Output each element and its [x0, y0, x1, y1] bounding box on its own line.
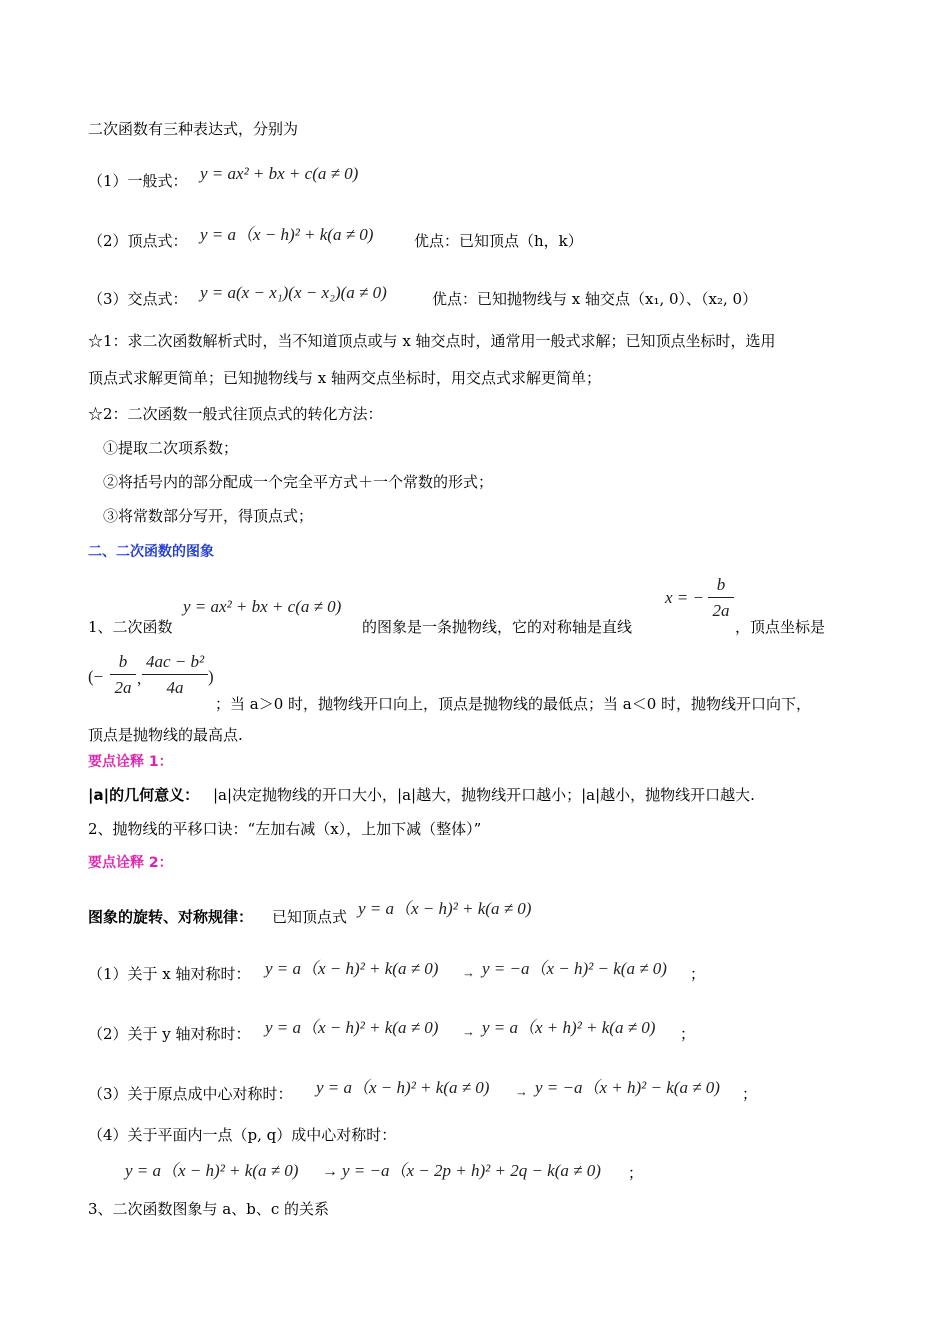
sym4-label: （4）关于平面内一点（p, q）成中心对称时： [88, 1126, 397, 1144]
vertex-fraction-2 [142, 653, 208, 696]
axis-denominator: 2a [712, 601, 730, 620]
rot-formula: y = a（x − h)² + k(a ≠ 0) [358, 899, 532, 918]
sym3-end: ； [742, 1085, 758, 1103]
vertex-close: ) [208, 667, 214, 686]
step-3: ③将常数部分写开，得顶点式； [103, 507, 314, 525]
rot-text: 已知顶点式 [272, 908, 348, 926]
vertex-comma: , [137, 669, 142, 688]
form-intercept-note: 优点：已知抛物线与 x 轴交点（x₁, 0）、（x₂, 0） [432, 290, 758, 308]
form-general-formula: y = ax² + bx + c(a ≠ 0) [200, 164, 359, 183]
form-intercept-label: （3）交点式： [88, 290, 188, 308]
sym3-label: （3）关于原点成中心对称时： [88, 1085, 293, 1103]
p1-end: ，顶点坐标是 [735, 618, 826, 636]
p2-text: 2、抛物线的平移口诀：“左加右减（x），上加下减（整体）” [88, 820, 482, 838]
p1-line2: ；当 a＞0 时，抛物线开口向上，顶点是抛物线的最低点；当 a＜0 时，抛物线开口向下， [215, 695, 812, 713]
sym1-end: ； [690, 965, 706, 983]
sym1-arrow: → [462, 965, 475, 980]
sym1-to: y = −a（x − h)² − k(a ≠ 0) [482, 959, 667, 978]
axis-numerator: b [716, 575, 726, 594]
form-vertex-label: （2）顶点式： [88, 232, 188, 250]
sym4-from: y = a（x − h)² + k(a ≠ 0) [125, 1161, 299, 1180]
vertex-fraction-1 [110, 653, 136, 696]
star1-line1: ☆1：求二次函数解析式时，当不知道顶点或与 x 轴交点时，通常用一般式求解；已知顶点坐标时，选用 [88, 332, 776, 350]
vertex-den1: 2a [114, 678, 132, 697]
sym4-to: y = −a（x − 2p + h)² + 2q − k(a ≠ 0) [342, 1161, 601, 1180]
sym1-label: （1）关于 x 轴对称时： [88, 965, 251, 983]
axis-fraction [708, 576, 734, 619]
geo-bold: |a|的几何意义： [88, 786, 200, 804]
form-general-label: （1）一般式： [88, 172, 188, 190]
axis-lhs: x = − [665, 588, 704, 607]
sym3-to: y = −a（x + h)² − k(a ≠ 0) [535, 1078, 720, 1097]
vertex-num2: 4ac − b² [145, 652, 205, 671]
star1-line2: 顶点式求解更简单；已知抛物线与 x 轴两交点坐标时，用交点式求解更简单； [88, 369, 601, 387]
sym1-from: y = a（x − h)² + k(a ≠ 0) [265, 959, 439, 978]
step-2: ②将括号内的部分配成一个完全平方式＋一个常数的形式； [103, 473, 494, 491]
sym2-to: y = a（x + h)² + k(a ≠ 0) [482, 1018, 656, 1037]
key1-title: 要点诠释 1： [88, 754, 173, 770]
vertex-open: (− [88, 667, 104, 686]
form-intercept-formula: y = a(x − x₁)(x − x₂)(a ≠ 0) [200, 283, 387, 302]
section2-title: 二、二次函数的图象 [88, 544, 214, 560]
step-1: ①提取二次项系数； [103, 439, 239, 457]
p1-mid: 的图象是一条抛物线，它的对称轴是直线 [362, 618, 633, 636]
p1-formula: y = ax² + bx + c(a ≠ 0) [183, 597, 342, 616]
key2-title: 要点诠释 2： [88, 855, 173, 871]
sym3-from: y = a（x − h)² + k(a ≠ 0) [316, 1078, 490, 1097]
form-vertex-formula: y = a（x − h)² + k(a ≠ 0) [200, 225, 374, 244]
star2-text: ☆2：二次函数一般式往顶点式的转化方法： [88, 405, 383, 423]
rot-bold: 图象的旋转、对称规律： [88, 908, 254, 926]
sym2-end: ； [680, 1025, 696, 1043]
geo-text: |a|决定抛物线的开口大小，|a|越大，抛物线开口越小；|a|越小，抛物线开口越大. [213, 786, 755, 804]
vertex-num1: b [118, 652, 128, 671]
sym4-end: ； [628, 1164, 644, 1182]
vertex-den2: 4a [166, 678, 184, 697]
form-vertex-note: 优点：已知顶点（h，k） [414, 232, 583, 250]
sym2-from: y = a（x − h)² + k(a ≠ 0) [265, 1018, 439, 1037]
sym2-label: （2）关于 y 轴对称时： [88, 1025, 251, 1043]
sym4-arrow: → [322, 1163, 338, 1180]
intro-text: 二次函数有三种表达式，分别为 [88, 120, 299, 138]
sym2-arrow: → [462, 1024, 475, 1039]
sym3-arrow: → [515, 1084, 528, 1099]
p1-line3: 顶点是抛物线的最高点. [88, 726, 243, 744]
p1-prefix: 1、二次函数 [88, 618, 173, 636]
p3-text: 3、二次函数图象与 a、b、c 的关系 [88, 1200, 330, 1218]
